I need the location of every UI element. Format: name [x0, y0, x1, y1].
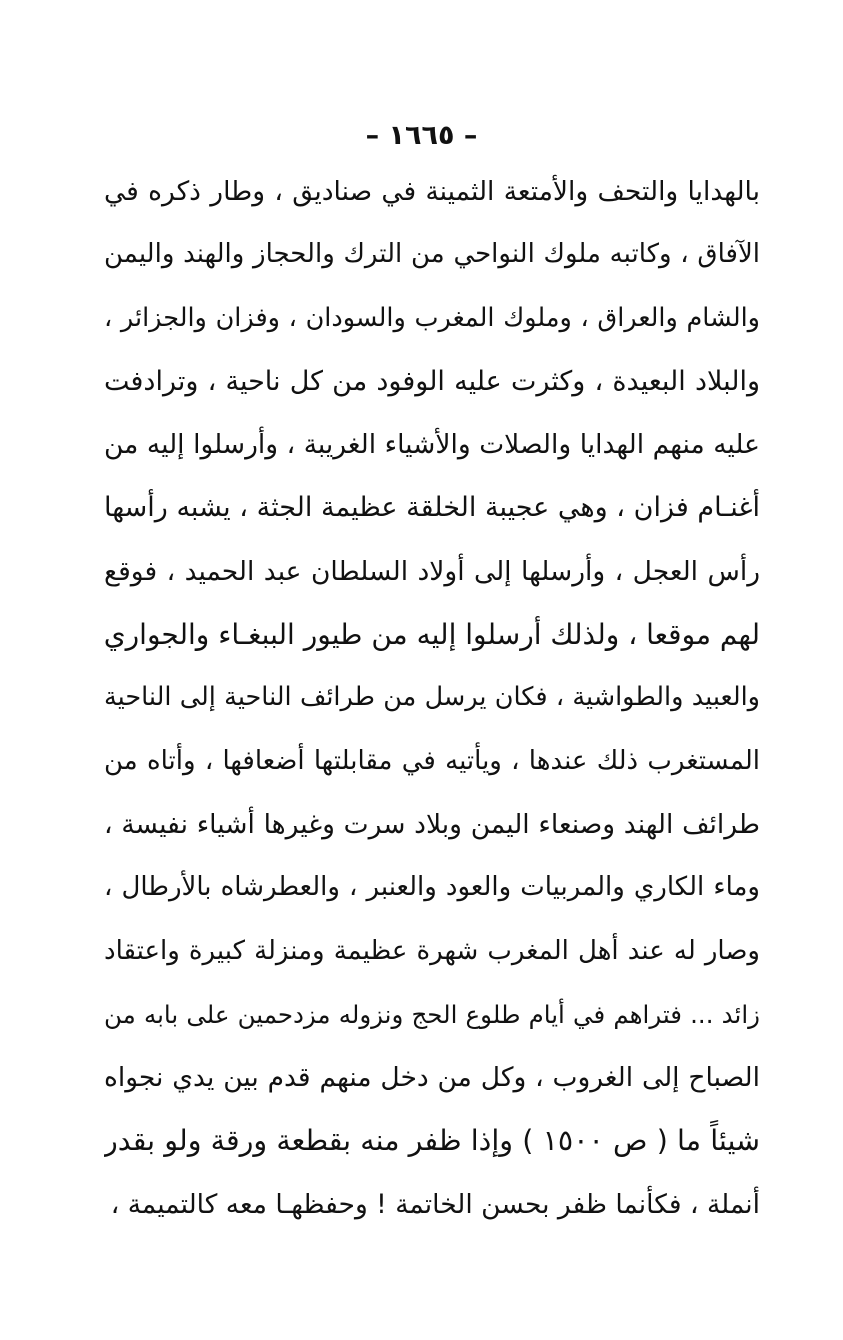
text-line: أغنـام فزان ، وهي عجيبة الخلقة عظيمة الجثة ، يشبه رأسها: [104, 492, 760, 524]
text-line: أنملة ، فكأنما ظفر بحسن الخاتمة ! وحفظهـا معه كالتميمة ،: [110, 1188, 760, 1220]
text-line: الآفاق ، وكاتبه ملوك النواحي من الترك والحجاز والهند واليمن: [104, 239, 760, 270]
text-line: وماء الكاري والمربيات والعود والعنبر ، والعطرشاه بالأرطال ،: [104, 872, 760, 903]
text-line: وصار له عند أهل المغرب شهرة عظيمة ومنزلة كبيرة واعتقاد: [104, 935, 760, 966]
text-line: بالهدايا والتحف والأمتعة الثمينة في صناديق ، وطار ذكره في: [104, 176, 760, 207]
text-line: زائد ... فتراهم في أيام طلوع الحج ونزوله مزدحمين على بابه من: [104, 999, 760, 1029]
page-number: – ١٦٦٥ –: [365, 120, 478, 151]
text-line: والشام والعراق ، وملوك المغرب والسودان ، وفزان والجزائر ،: [104, 302, 760, 333]
text-line: عليه منهم الهدايا والصلات والأشياء الغريبة ، وأرسلوا إليه من: [104, 429, 760, 461]
text-line: رأس العجل ، وأرسلها إلى أولاد السلطان عبد الحميد ، فوقع: [104, 555, 760, 587]
text-line: والبلاد البعيدة ، وكثرت عليه الوفود من كل ناحية ، وترادفت: [104, 365, 760, 397]
text-line: الصباح إلى الغروب ، وكل من دخل منهم قدم بين يدي نجواه: [104, 1062, 760, 1094]
text-line: المستغرب ذلك عندها ، ويأتيه في مقابلتها أضعافها ، وأتاه من: [104, 745, 760, 776]
text-line: شيئاً ما ( ص ١٥٠٠ ) وإذا ظفر منه بقطعة ورقة ولو بقدر: [104, 1124, 760, 1158]
body-text: [104, 160, 760, 1236]
text-line: طرائف الهند وصنعاء اليمن وبلاد سرت وغيرها أشياء نفيسة ،: [104, 808, 760, 840]
text-line: والعبيد والطواشية ، فكان يرسل من طرائف الناحية إلى الناحية: [104, 682, 760, 713]
text-line: لهم موقعا ، ولذلك أرسلوا إليه من طيور الببغـاء والجواري: [104, 618, 760, 652]
